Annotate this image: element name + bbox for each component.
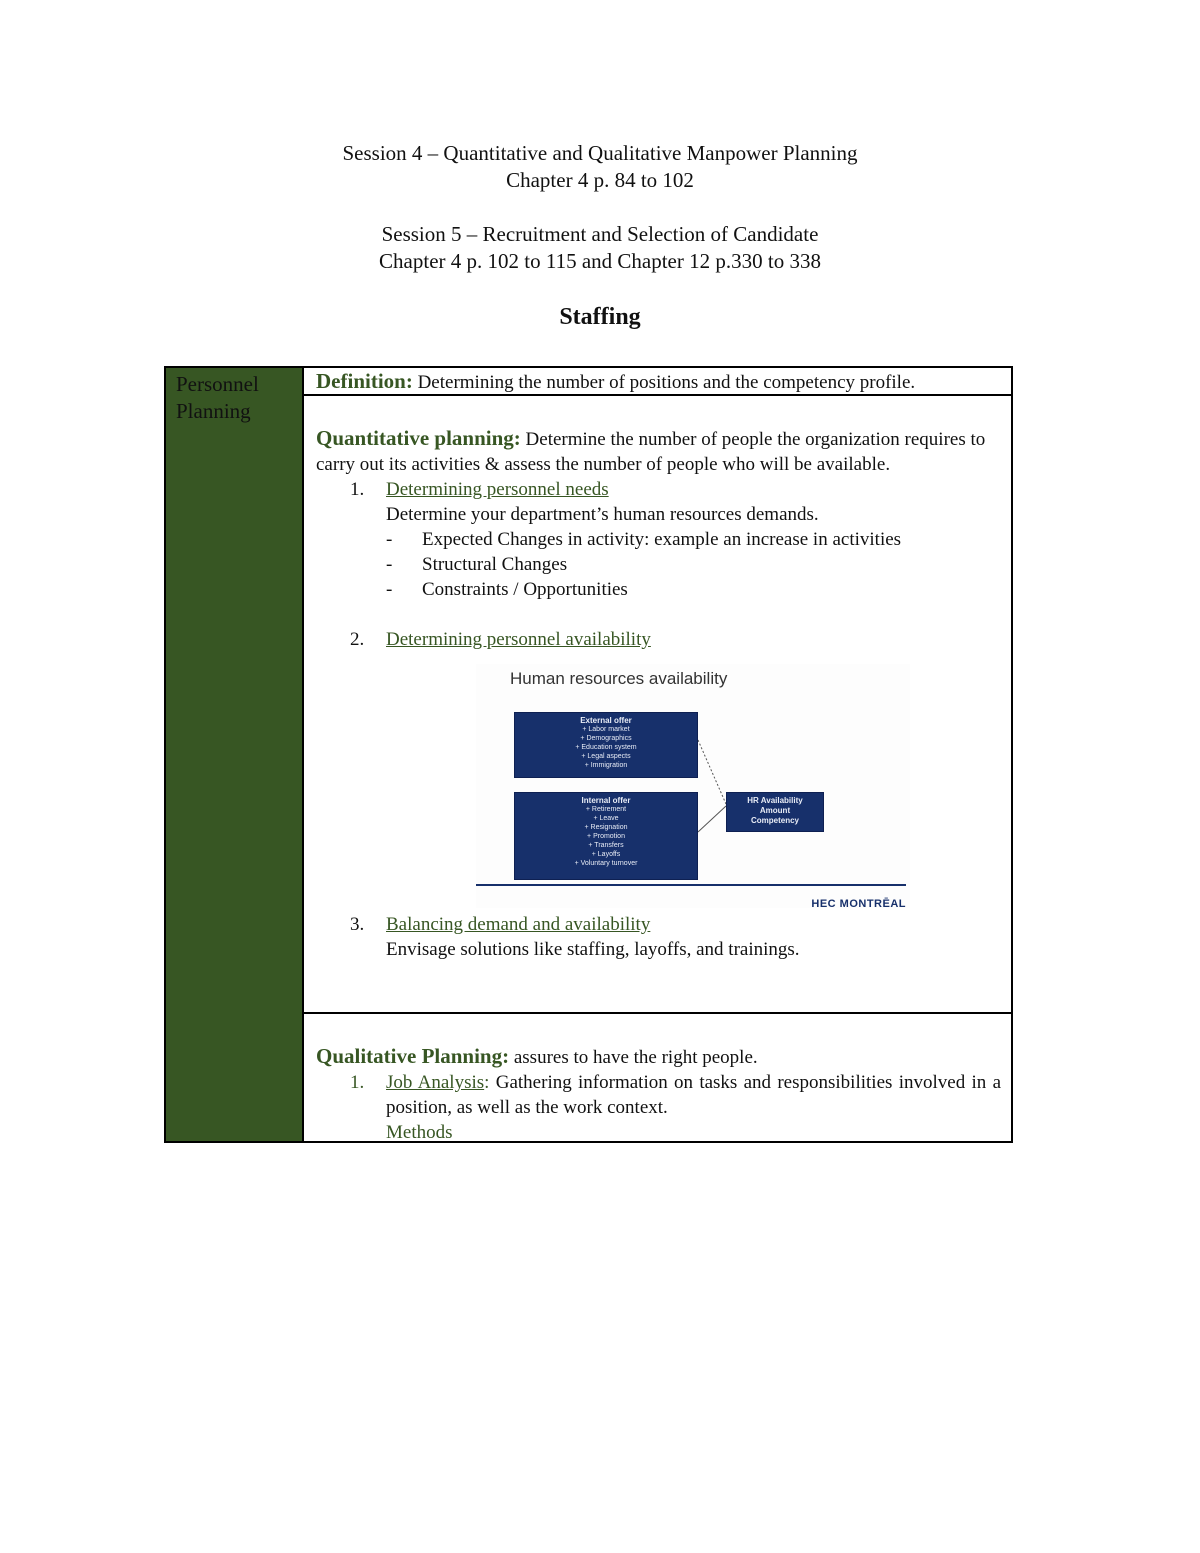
- qualitative-intro: [316, 1044, 1001, 1070]
- qualitative-text: assures to have the right people.: [513, 1047, 758, 1068]
- list-number: 3.: [350, 914, 365, 935]
- job-analysis-colon: :: [484, 1072, 490, 1093]
- job-analysis-heading: Job Analysis: [386, 1072, 485, 1093]
- session-header: [0, 140, 1200, 275]
- hr-availability-box: [726, 792, 824, 832]
- session-4-title: Session 4 – Quantitative and Qualitative Manpower Planning: [342, 141, 858, 165]
- personnel-planning-cell: Personnel Planning: [166, 368, 304, 1141]
- internal-offer-heading: Internal offer: [581, 796, 631, 805]
- availability-heading: Determining personnel availability: [386, 629, 651, 650]
- definition-text: Determining the number of positions and the competency profile.: [417, 372, 916, 393]
- quantitative-text: Determine the number of people the organization requires to carry out its activities & assess the number of people who will be available.: [316, 429, 986, 475]
- session-5-chapter: Chapter 4 p. 102 to 115 and Chapter 12 p.330 to 338: [379, 249, 821, 273]
- result-line: HR Availability: [747, 796, 803, 805]
- figure-rule: [476, 884, 906, 886]
- list-item-job-analysis: [316, 1070, 1001, 1145]
- bullet-mark: -: [386, 529, 393, 550]
- qualitative-row: [304, 1014, 1011, 1141]
- result-line: Competency: [750, 816, 799, 825]
- quantitative-row: [304, 396, 1011, 1014]
- definition-row: [304, 368, 1011, 396]
- bullet-item: [386, 577, 1001, 602]
- internal-line: + Retirement: [585, 806, 627, 813]
- hr-availability-figure: [476, 664, 910, 908]
- list-item-availability: [316, 627, 1001, 652]
- balancing-heading: Balancing demand and availability: [386, 914, 651, 935]
- bullet-text: Expected Changes in activity: example an increase in activities: [422, 529, 902, 550]
- list-item-balancing: [316, 912, 1001, 962]
- needs-description: Determine your department’s human resources demands.: [386, 504, 819, 525]
- internal-offer-box: [514, 792, 698, 880]
- internal-line: + Promotion: [587, 833, 625, 840]
- bullet-text: Structural Changes: [422, 554, 568, 575]
- bullet-item: [386, 527, 1001, 552]
- session-5-title: Session 5 – Recruitment and Selection of Candidate: [381, 222, 819, 246]
- qualitative-label: Qualitative Planning:: [316, 1044, 510, 1068]
- job-analysis-description: Gathering information on tasks and responsibilities involved in a position, as well as the work context.: [386, 1072, 1002, 1118]
- internal-line: + Leave: [593, 815, 619, 822]
- external-line: + Labor market: [582, 726, 630, 733]
- internal-line: + Layoffs: [591, 851, 621, 858]
- staffing-table: [164, 366, 1013, 1143]
- external-offer-heading: External offer: [580, 716, 632, 725]
- bullet-mark: -: [386, 579, 393, 600]
- needs-heading: Determining personnel needs: [386, 479, 609, 500]
- connector-line: [698, 806, 726, 832]
- bullet-text: Constraints / Opportunities: [422, 579, 628, 600]
- balancing-description: Envisage solutions like staffing, layoffs, and trainings.: [386, 939, 800, 960]
- internal-line: + Voluntary turnover: [574, 860, 638, 867]
- bullet-item: [386, 552, 1001, 577]
- quantitative-intro: [316, 426, 1001, 477]
- external-offer-box: [514, 712, 698, 778]
- internal-line: + Resignation: [584, 824, 628, 831]
- bullet-mark: -: [386, 554, 393, 575]
- list-number: 2.: [350, 629, 365, 650]
- session-4-chapter: Chapter 4 p. 84 to 102: [506, 168, 694, 192]
- external-line: + Legal aspects: [581, 753, 631, 760]
- connector-line: [698, 740, 726, 804]
- internal-line: + Transfers: [588, 842, 624, 849]
- quantitative-label: Quantitative planning:: [316, 426, 521, 450]
- result-line: Amount: [759, 806, 791, 815]
- methods-label: Methods: [386, 1122, 453, 1143]
- external-line: + Immigration: [584, 762, 628, 769]
- list-number: 1.: [350, 1072, 365, 1093]
- list-item-needs: [316, 477, 1001, 602]
- external-line: + Education system: [575, 744, 637, 751]
- figure-title: Human resources availability: [510, 669, 728, 688]
- page-title: Staffing: [559, 304, 641, 330]
- hec-montreal-logo: HEC MONTRĒAL: [811, 898, 906, 910]
- list-number: 1.: [350, 479, 365, 500]
- definition-label: Definition:: [316, 369, 413, 393]
- external-line: + Demographics: [580, 735, 632, 742]
